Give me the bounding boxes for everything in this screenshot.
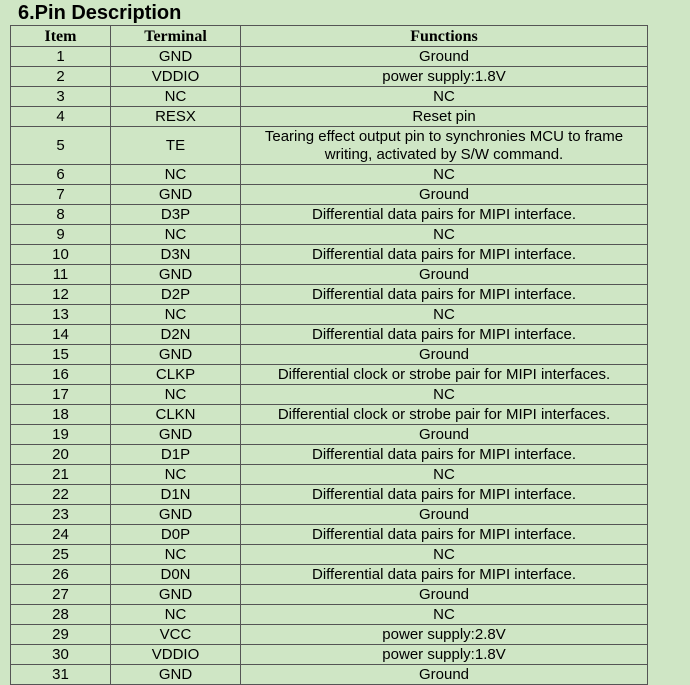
table-row [11, 205, 648, 225]
table-row [11, 325, 648, 345]
pin-item-cell: 11 [11, 265, 111, 285]
pin-function-cell: Differential data pairs for MIPI interface. [241, 565, 648, 585]
pin-terminal-cell: VCC [111, 625, 241, 645]
table-row [11, 285, 648, 305]
pin-terminal-cell: D0P [111, 525, 241, 545]
table-row [11, 605, 648, 625]
pin-function-cell: NC [241, 87, 648, 107]
table-row [11, 445, 648, 465]
pin-item-cell: 29 [11, 625, 111, 645]
pin-function-cell: Differential clock or strobe pair for MIPI interfaces. [241, 405, 648, 425]
pin-terminal-cell: D0N [111, 565, 241, 585]
pin-terminal-cell: D2N [111, 325, 241, 345]
table-row [11, 185, 648, 205]
pin-item-cell: 14 [11, 325, 111, 345]
pin-item-cell: 7 [11, 185, 111, 205]
pin-terminal-cell: D3N [111, 245, 241, 265]
pin-function-cell: NC [241, 305, 648, 325]
pin-item-cell: 24 [11, 525, 111, 545]
pin-item-cell: 31 [11, 665, 111, 685]
pin-function-cell: Ground [241, 265, 648, 285]
table-header-row [11, 26, 648, 47]
pin-item-cell: 21 [11, 465, 111, 485]
pin-terminal-cell: VDDIO [111, 645, 241, 665]
pin-description-table [10, 25, 648, 685]
pin-terminal-cell: GND [111, 47, 241, 67]
pin-function-cell: Ground [241, 505, 648, 525]
pin-terminal-cell: CLKN [111, 405, 241, 425]
pin-terminal-cell: NC [111, 385, 241, 405]
pin-function-cell: NC [241, 165, 648, 185]
pin-item-cell: 20 [11, 445, 111, 465]
table-row [11, 625, 648, 645]
pin-function-cell: Differential data pairs for MIPI interface. [241, 485, 648, 505]
pin-function-cell: power supply:2.8V [241, 625, 648, 645]
table-row [11, 465, 648, 485]
pin-item-cell: 2 [11, 67, 111, 87]
table-row [11, 505, 648, 525]
pin-item-cell: 1 [11, 47, 111, 67]
pin-function-cell: Differential data pairs for MIPI interface. [241, 325, 648, 345]
pin-function-cell: NC [241, 385, 648, 405]
table-row [11, 107, 648, 127]
pin-terminal-cell: GND [111, 185, 241, 205]
table-row [11, 67, 648, 87]
pin-function-cell: NC [241, 465, 648, 485]
pin-function-cell: Differential clock or strobe pair for MIPI interfaces. [241, 365, 648, 385]
pin-item-cell: 27 [11, 585, 111, 605]
table-row [11, 485, 648, 505]
pin-terminal-cell: RESX [111, 107, 241, 127]
pin-item-cell: 26 [11, 565, 111, 585]
table-row [11, 565, 648, 585]
pin-item-cell: 25 [11, 545, 111, 565]
pin-function-cell: power supply:1.8V [241, 645, 648, 665]
pin-function-cell: Ground [241, 665, 648, 685]
table-row [11, 645, 648, 665]
pin-terminal-cell: GND [111, 665, 241, 685]
pin-item-cell: 22 [11, 485, 111, 505]
table-row [11, 385, 648, 405]
pin-function-cell: Ground [241, 585, 648, 605]
pin-item-cell: 17 [11, 385, 111, 405]
table-row [11, 225, 648, 245]
pin-item-cell: 3 [11, 87, 111, 107]
pin-terminal-cell: NC [111, 545, 241, 565]
pin-terminal-cell: GND [111, 505, 241, 525]
pin-function-cell: Ground [241, 185, 648, 205]
pin-item-cell: 9 [11, 225, 111, 245]
pin-terminal-cell: GND [111, 585, 241, 605]
pin-function-cell: Differential data pairs for MIPI interface. [241, 525, 648, 545]
table-row [11, 265, 648, 285]
pin-function-cell: Differential data pairs for MIPI interface. [241, 245, 648, 265]
pin-terminal-cell: NC [111, 225, 241, 245]
table-row [11, 305, 648, 325]
table-row [11, 405, 648, 425]
pin-item-cell: 13 [11, 305, 111, 325]
pin-terminal-cell: GND [111, 265, 241, 285]
pin-terminal-cell: VDDIO [111, 67, 241, 87]
table-row [11, 165, 648, 185]
pin-item-cell: 28 [11, 605, 111, 625]
pin-function-cell: Ground [241, 345, 648, 365]
pin-function-cell: Ground [241, 47, 648, 67]
pin-item-cell: 12 [11, 285, 111, 305]
pin-item-cell: 6 [11, 165, 111, 185]
pin-function-cell: NC [241, 605, 648, 625]
table-row [11, 345, 648, 365]
table-row [11, 665, 648, 685]
table-row [11, 525, 648, 545]
pin-item-cell: 23 [11, 505, 111, 525]
pin-function-cell: NC [241, 225, 648, 245]
table-row [11, 425, 648, 445]
page-title: 6.Pin Description [18, 2, 182, 24]
header-functions: Functions [241, 26, 648, 47]
table-row [11, 545, 648, 565]
header-terminal: Terminal [111, 26, 241, 47]
pin-item-cell: 19 [11, 425, 111, 445]
pin-function-cell: power supply:1.8V [241, 67, 648, 87]
pin-terminal-cell: NC [111, 165, 241, 185]
pin-item-cell: 5 [11, 127, 111, 165]
pin-item-cell: 30 [11, 645, 111, 665]
table-row [11, 365, 648, 385]
pin-function-cell: Differential data pairs for MIPI interface. [241, 285, 648, 305]
pin-item-cell: 18 [11, 405, 111, 425]
pin-terminal-cell: NC [111, 87, 241, 107]
pin-item-cell: 4 [11, 107, 111, 127]
pin-function-cell: Reset pin [241, 107, 648, 127]
pin-function-cell: Tearing effect output pin to synchronies MCU to frame writing, activated by S/W command. [241, 127, 648, 165]
pin-terminal-cell: NC [111, 605, 241, 625]
pin-terminal-cell: D3P [111, 205, 241, 225]
pin-terminal-cell: D1P [111, 445, 241, 465]
table-row [11, 47, 648, 67]
table-row [11, 245, 648, 265]
pin-item-cell: 8 [11, 205, 111, 225]
pin-function-cell: Differential data pairs for MIPI interface. [241, 205, 648, 225]
pin-item-cell: 16 [11, 365, 111, 385]
table-row [11, 127, 648, 165]
table-row [11, 87, 648, 107]
pin-terminal-cell: GND [111, 425, 241, 445]
pin-terminal-cell: D1N [111, 485, 241, 505]
pin-terminal-cell: D2P [111, 285, 241, 305]
pin-terminal-cell: GND [111, 345, 241, 365]
pin-function-cell: Differential data pairs for MIPI interface. [241, 445, 648, 465]
table-row [11, 585, 648, 605]
pin-function-cell: NC [241, 545, 648, 565]
pin-terminal-cell: TE [111, 127, 241, 165]
pin-item-cell: 10 [11, 245, 111, 265]
pin-terminal-cell: NC [111, 465, 241, 485]
pin-item-cell: 15 [11, 345, 111, 365]
table-body [11, 47, 648, 685]
pin-terminal-cell: CLKP [111, 365, 241, 385]
pin-function-cell: Ground [241, 425, 648, 445]
header-item: Item [11, 26, 111, 47]
pin-terminal-cell: NC [111, 305, 241, 325]
